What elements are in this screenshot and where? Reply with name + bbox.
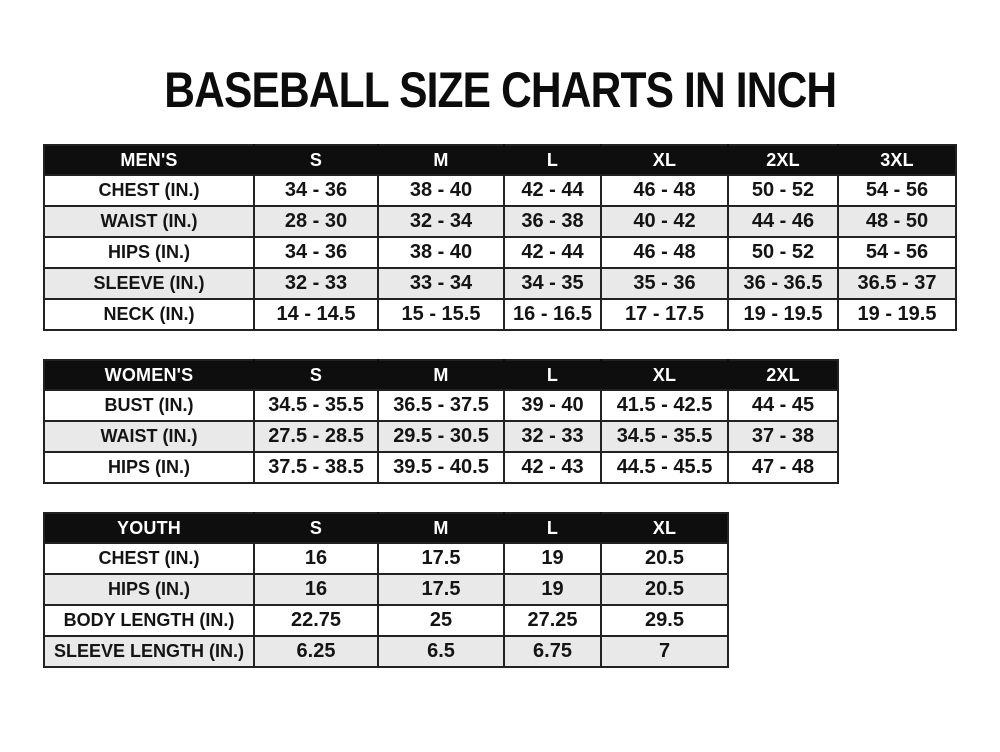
size-value-cell: 37.5 - 38.5 (254, 452, 378, 483)
size-header-cell: XL (601, 513, 728, 543)
table-row (44, 543, 728, 574)
size-value-cell: 27.25 (504, 605, 601, 636)
page-title-text: BASEBALL SIZE CHARTS IN INCH (164, 62, 836, 118)
table-row (44, 390, 838, 421)
size-value-cell: 34 - 35 (504, 268, 601, 299)
size-header-cell: S (254, 513, 378, 543)
youth-size-table (43, 512, 729, 668)
size-value-cell: 19 - 19.5 (728, 299, 838, 330)
measurement-label-cell: WAIST (IN.) (44, 421, 254, 452)
size-value-cell: 17.5 (378, 543, 504, 574)
table-row (44, 206, 956, 237)
size-value-cell: 29.5 - 30.5 (378, 421, 504, 452)
measurement-label-cell: NECK (IN.) (44, 299, 254, 330)
size-value-cell: 44.5 - 45.5 (601, 452, 728, 483)
size-value-cell: 42 - 43 (504, 452, 601, 483)
size-header-cell: M (378, 513, 504, 543)
size-value-cell: 32 - 33 (504, 421, 601, 452)
measurement-label-cell: WAIST (IN.) (44, 206, 254, 237)
size-value-cell: 36 - 36.5 (728, 268, 838, 299)
size-value-cell: 15 - 15.5 (378, 299, 504, 330)
size-value-cell: 20.5 (601, 543, 728, 574)
table-header-row (44, 145, 956, 175)
page-title (0, 0, 1000, 118)
size-value-cell: 47 - 48 (728, 452, 838, 483)
table-row (44, 268, 956, 299)
size-header-cell: XL (601, 360, 728, 390)
table-header-row (44, 360, 838, 390)
size-header-cell: S (254, 360, 378, 390)
size-value-cell: 22.75 (254, 605, 378, 636)
size-header-cell: 3XL (838, 145, 956, 175)
size-header-cell: 2XL (728, 145, 838, 175)
size-value-cell: 44 - 45 (728, 390, 838, 421)
size-value-cell: 44 - 46 (728, 206, 838, 237)
size-value-cell: 20.5 (601, 574, 728, 605)
size-value-cell: 35 - 36 (601, 268, 728, 299)
measurement-label-cell: SLEEVE LENGTH (IN.) (44, 636, 254, 667)
size-value-cell: 32 - 34 (378, 206, 504, 237)
table-header-row (44, 513, 728, 543)
measurement-label-cell: BUST (IN.) (44, 390, 254, 421)
size-value-cell: 19 - 19.5 (838, 299, 956, 330)
size-header-cell: S (254, 145, 378, 175)
size-value-cell: 16 - 16.5 (504, 299, 601, 330)
mens-size-table (43, 144, 957, 331)
size-value-cell: 46 - 48 (601, 175, 728, 206)
size-value-cell: 34 - 36 (254, 237, 378, 268)
size-header-cell: M (378, 360, 504, 390)
table-row (44, 237, 956, 268)
measurement-label-cell: CHEST (IN.) (44, 543, 254, 574)
size-value-cell: 28 - 30 (254, 206, 378, 237)
table-row (44, 574, 728, 605)
measurement-label-cell: CHEST (IN.) (44, 175, 254, 206)
measurement-label-cell: SLEEVE (IN.) (44, 268, 254, 299)
size-value-cell: 34.5 - 35.5 (254, 390, 378, 421)
size-value-cell: 42 - 44 (504, 237, 601, 268)
size-value-cell: 54 - 56 (838, 175, 956, 206)
size-value-cell: 34.5 - 35.5 (601, 421, 728, 452)
size-value-cell: 36 - 38 (504, 206, 601, 237)
size-value-cell: 7 (601, 636, 728, 667)
measurement-label-cell: BODY LENGTH (IN.) (44, 605, 254, 636)
size-value-cell: 17.5 (378, 574, 504, 605)
size-value-cell: 14 - 14.5 (254, 299, 378, 330)
size-header-cell: L (504, 360, 601, 390)
size-value-cell: 50 - 52 (728, 237, 838, 268)
size-value-cell: 40 - 42 (601, 206, 728, 237)
size-value-cell: 27.5 - 28.5 (254, 421, 378, 452)
size-header-cell: L (504, 145, 601, 175)
size-value-cell: 50 - 52 (728, 175, 838, 206)
size-header-cell: M (378, 145, 504, 175)
table-group-title-cell: YOUTH (44, 513, 254, 543)
measurement-label-cell: HIPS (IN.) (44, 452, 254, 483)
table-row (44, 175, 956, 206)
size-value-cell: 54 - 56 (838, 237, 956, 268)
size-value-cell: 36.5 - 37 (838, 268, 956, 299)
size-value-cell: 36.5 - 37.5 (378, 390, 504, 421)
size-header-cell: XL (601, 145, 728, 175)
size-value-cell: 42 - 44 (504, 175, 601, 206)
size-value-cell: 29.5 (601, 605, 728, 636)
size-value-cell: 33 - 34 (378, 268, 504, 299)
size-value-cell: 6.5 (378, 636, 504, 667)
size-value-cell: 34 - 36 (254, 175, 378, 206)
size-value-cell: 17 - 17.5 (601, 299, 728, 330)
size-value-cell: 48 - 50 (838, 206, 956, 237)
size-header-cell: L (504, 513, 601, 543)
table-row (44, 605, 728, 636)
size-header-cell: 2XL (728, 360, 838, 390)
table-row (44, 636, 728, 667)
size-value-cell: 19 (504, 574, 601, 605)
table-row (44, 421, 838, 452)
size-value-cell: 16 (254, 574, 378, 605)
size-value-cell: 6.75 (504, 636, 601, 667)
size-value-cell: 19 (504, 543, 601, 574)
measurement-label-cell: HIPS (IN.) (44, 574, 254, 605)
table-group-title-cell: WOMEN'S (44, 360, 254, 390)
size-value-cell: 41.5 - 42.5 (601, 390, 728, 421)
size-tables-section (0, 144, 1000, 668)
table-group-title-cell: MEN'S (44, 145, 254, 175)
size-value-cell: 38 - 40 (378, 175, 504, 206)
measurement-label-cell: HIPS (IN.) (44, 237, 254, 268)
table-row (44, 452, 838, 483)
size-value-cell: 46 - 48 (601, 237, 728, 268)
size-value-cell: 39 - 40 (504, 390, 601, 421)
size-value-cell: 39.5 - 40.5 (378, 452, 504, 483)
table-row (44, 299, 956, 330)
womens-size-table (43, 359, 839, 484)
size-value-cell: 16 (254, 543, 378, 574)
size-value-cell: 6.25 (254, 636, 378, 667)
size-value-cell: 25 (378, 605, 504, 636)
size-value-cell: 32 - 33 (254, 268, 378, 299)
size-value-cell: 37 - 38 (728, 421, 838, 452)
size-value-cell: 38 - 40 (378, 237, 504, 268)
